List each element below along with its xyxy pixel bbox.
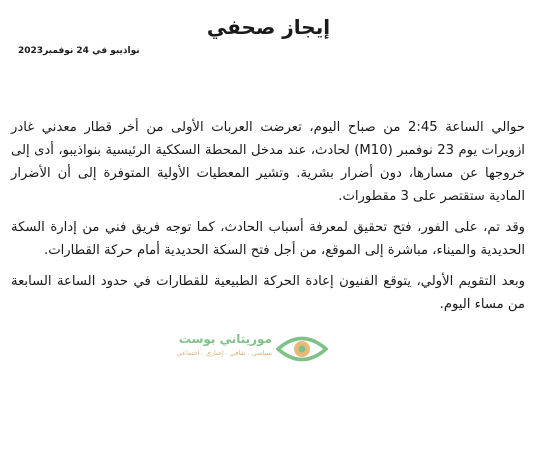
paragraph-2: وقد تم، على الفور، فتح تحقيق لمعرفة أسباب الحادث، كما توجه فريق فني من إدارة السكة الحديدية والميناء، مباشرة إلى الموقع، من أجل فتح السكة الحديدية أمام حركة القطارات. [11,220,525,258]
document-date: نواذيبو في 24 نوفمبر2023 [18,46,140,56]
watermark-logo [168,330,328,368]
document-title: إيجاز صحفي [206,15,331,39]
eye-logo-icon [276,332,328,366]
paragraph-1: حوالي الساعة 2:45 من صباح اليوم، تعرضت العربات الأولى من أخر قطار معدني غادر ازويرات يوم 23 نوفمبر (M10) لحادث، عند مدخل المحطة السككية الرئيسية بنواذيبو، أدى إلى خروجها عن مسارها، دون أضرار بشرية. وتشير المعطيات الأولية المتوفرة إلى أن الأضرار المادية ستقتصر على 3 مقطورات. [11,120,525,204]
logo-tagline: سياسي . ثقافي . إخباري . اجتماعي [176,349,272,357]
document-body [11,116,525,324]
paragraph-3: وبعد التقويم الأولي، يتوقع الفنيون إعادة الحركة الطبيعية للقطارات في حدود الساعة السابعة من مساء اليوم. [11,274,525,312]
logo-name: موريتاني بوست [178,332,272,346]
